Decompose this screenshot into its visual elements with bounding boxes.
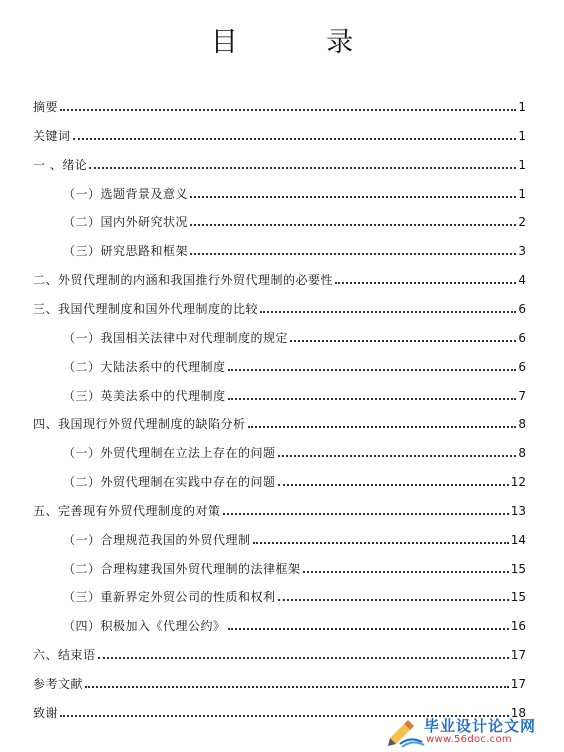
toc-entry-label: 摘要	[33, 100, 59, 114]
toc-entry-page: 18	[510, 705, 526, 720]
toc-entry-page: 1	[518, 157, 526, 172]
toc-entry-page: 2	[518, 215, 526, 230]
toc-entry-label: （一）外贸代理制在立法上存在的问题	[63, 446, 276, 461]
toc-leader-dots	[253, 542, 509, 544]
toc-entry-page: 4	[518, 273, 526, 288]
toc-entry[interactable]	[63, 584, 526, 604]
toc-entry-page: 1	[518, 128, 526, 143]
toc-entry[interactable]	[63, 325, 526, 345]
toc-entry[interactable]	[63, 209, 526, 229]
toc-entry-label: 致谢	[33, 705, 59, 720]
toc-leader-dots	[260, 311, 516, 313]
toc-entry-page: 6	[518, 301, 526, 316]
toc-leader-dots	[335, 282, 516, 284]
toc-entry-label: （一）合理规范我国的外贸代理制	[63, 532, 251, 547]
toc-entry-label: （一）我国相关法律中对代理制度的规定	[63, 330, 289, 345]
toc-entry[interactable]	[33, 642, 526, 662]
toc-entry-page: 13	[510, 503, 526, 518]
toc-leader-dots	[228, 628, 509, 630]
toc-entry-page: 1	[518, 186, 526, 201]
toc-leader-dots	[290, 340, 516, 342]
toc-entry-label: 四、我国现行外贸代理制度的缺陷分析	[33, 417, 246, 432]
toc-entry-page: 7	[518, 388, 526, 403]
toc-entry-label: （二）合理构建我国外贸代理制的法律框架	[63, 561, 301, 576]
site-watermark	[386, 714, 558, 748]
toc-leader-dots	[89, 167, 516, 169]
watermark-url: www.56doc.com	[426, 734, 512, 745]
toc-entry[interactable]	[63, 527, 526, 547]
toc-leader-dots	[228, 369, 516, 371]
toc-entry-label: （三）英美法系中的代理制度	[63, 388, 226, 403]
pencil-book-icon	[386, 714, 426, 748]
toc-leader-dots	[85, 686, 509, 688]
toc-entry-label: （一）选题背景及意义	[63, 186, 189, 201]
toc-entry[interactable]	[33, 671, 526, 691]
toc-leader-dots	[223, 513, 509, 515]
toc-entry-page: 12	[510, 475, 526, 490]
toc-entry-label: （三）重新界定外贸公司的性质和权利	[63, 590, 276, 605]
toc-leader-dots	[60, 109, 516, 111]
toc-entry-label: （三）研究思路和框架	[63, 244, 189, 259]
toc-leader-dots	[190, 196, 516, 198]
toc-entry-label: 五、完善现有外贸代理制度的对策	[33, 503, 221, 518]
toc-entry-label: 参考文献	[33, 677, 84, 691]
toc-entry-label: 六、结束语	[33, 648, 96, 663]
toc-entry-page: 15	[510, 590, 526, 605]
toc-entry[interactable]	[63, 354, 526, 374]
toc-entry[interactable]	[63, 181, 526, 201]
toc-entry-page: 8	[518, 417, 526, 432]
toc-entry[interactable]	[63, 469, 526, 489]
toc-entry[interactable]	[63, 440, 526, 460]
toc-leader-dots	[190, 253, 516, 255]
toc-entry-page: 3	[518, 244, 526, 259]
toc-entry-label: 三、我国代理制度和国外代理制度的比较	[33, 301, 259, 316]
toc-entry-label: 关键词	[33, 128, 71, 143]
toc-entry[interactable]	[33, 267, 526, 287]
toc-leader-dots	[228, 398, 516, 400]
toc-title: 目 录	[210, 27, 394, 58]
toc-entry[interactable]	[63, 556, 526, 576]
toc-entry[interactable]	[63, 383, 526, 403]
toc-entry[interactable]	[33, 411, 526, 431]
toc-entry-label: （二）外贸代理制在实践中存在的问题	[63, 475, 276, 490]
toc-entry-label: （四）积极加入《代理公约》	[63, 619, 226, 634]
toc-leader-dots	[190, 224, 516, 226]
toc-leader-dots	[278, 484, 509, 486]
toc-entry[interactable]	[33, 94, 526, 114]
toc-entry-page: 16	[510, 619, 526, 634]
toc-entry-page: 6	[518, 330, 526, 345]
toc-entry-page: 8	[518, 446, 526, 461]
toc-entry-page: 17	[510, 648, 526, 663]
toc-entry-page: 1	[518, 100, 526, 114]
toc-leader-dots	[98, 657, 509, 659]
toc-entry[interactable]	[33, 123, 526, 143]
toc-leader-dots	[303, 571, 509, 573]
toc-entry[interactable]	[33, 498, 526, 518]
toc-entry-label: 二、外贸代理制的内涵和我国推行外贸代理制的必要性	[33, 273, 334, 288]
toc-entry-page: 17	[510, 677, 526, 691]
toc-entry[interactable]	[63, 613, 526, 633]
toc-entry-page: 6	[518, 359, 526, 374]
toc-entry-label: （二）国内外研究状况	[63, 215, 189, 230]
watermark-text: 毕业设计论文网	[424, 717, 537, 735]
toc-leader-dots	[278, 599, 509, 601]
toc-entry-label: （二）大陆法系中的代理制度	[63, 359, 226, 374]
toc-leader-dots	[278, 455, 516, 457]
toc-entry[interactable]	[33, 296, 526, 316]
toc-entry[interactable]	[63, 238, 526, 258]
toc-entry[interactable]	[33, 152, 526, 172]
toc-entry-page: 15	[510, 561, 526, 576]
toc-entry-page: 14	[510, 532, 526, 547]
toc-leader-dots	[73, 138, 516, 140]
toc-entry-label: 一 、绪论	[33, 157, 88, 172]
toc-leader-dots	[248, 426, 516, 428]
